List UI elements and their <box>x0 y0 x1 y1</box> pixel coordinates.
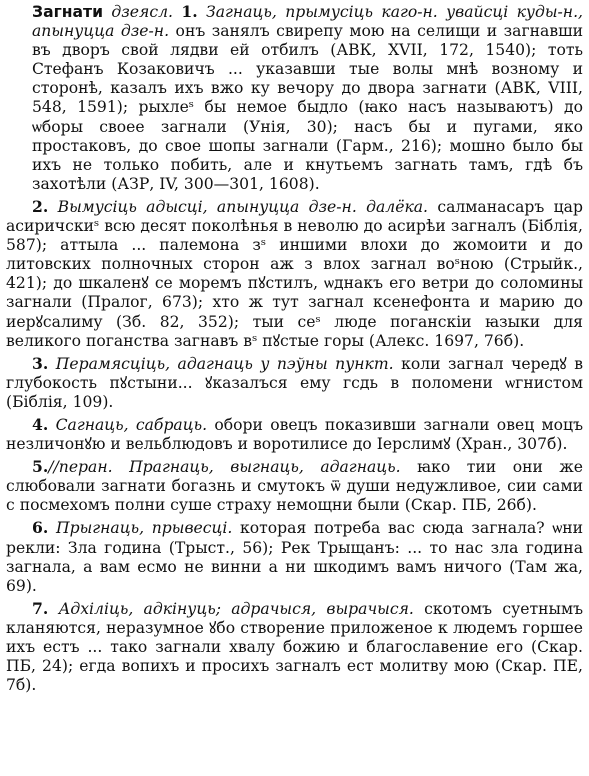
sense-examples: онъ занялъ свирепу мою на селищи и загнавши въ дворъ свой лядви ей отбилъ (АВК, XVII, 172, 1540); тоть Стефанъ Козаковичъ ... указавши тые волы мнѣ возному и сторонѣ, казалъ ихъ вжо ку вечору до двора загнати (АВК, VIII, 548, 1591); рыхлеˢ бы немое быдло (ꙗко насъ называютъ) до ѡборы своее загнали (Унія, 30); насъ бы и пугами, яко простаковъ, до свое шопы загнали (Гарм., 216); мошно было бы ихъ не только побить, але и кнутьемъ загнать тамъ, гдѣ бъ захотѣли (АЗР, IV, 300—301, 1608). <box>32 22 583 193</box>
dictionary-entry <box>6 2 583 698</box>
sense-examples: ꙗко тии они же слюбовали загнати богазнь и смутокъ ѿ души недужливое, сии сами с посмехомъ полни суше страху немощни были (Скар. ПБ, 26б). <box>6 458 583 515</box>
sense-gloss: Перамясціць, адагнаць у пэўны пункт. <box>55 354 394 373</box>
sense-examples: коли загнал чередꙋ в глубокость пꙋстыни... ꙋказалъся ему гсдь в поломени ѡгнистом (Біблія, 109). <box>6 354 583 411</box>
sense-number: 2. <box>32 196 49 216</box>
sense-1 <box>6 2 583 194</box>
sense-number: 4. <box>32 414 49 434</box>
sense-number: 6. <box>32 518 49 538</box>
sense-5 <box>6 457 583 515</box>
sense-3 <box>6 354 583 412</box>
sense-2 <box>6 197 583 351</box>
sense-examples: обори овецъ показивши загнали овец моцъ незличонꙋю и вельблюдовъ и воротилисе до Іерслимꙋ (Хран., 307б). <box>6 415 583 454</box>
sense-examples: салманасаръ цар асиричскиˢ всю десят поколѣнья в неволю до асирѣи загналъ (Біблія, 587); аттыла ... палемона зˢ иншими влохи до жомоити и до литовских полночных сторон аж з влох загнал воˢною (Стрыйк., 421); до шкаленꙋ се моремъ пꙋстилъ, ѡднакъ его ветри до соломины загнали (Пралог, 673); хто ж тут загнал ксенефонта и марию до иерꙋсалиму (Зб. 82, 352); тыи сеˢ люде поганскіи ꙗзыки для великого поганства загнавъ вˢ пꙋстые горы (Алекс. 1697, 76б). <box>6 197 583 350</box>
part-of-speech: дзеясл. <box>111 3 173 21</box>
sense-number: 7. <box>32 598 49 618</box>
sense-number: 3. <box>32 353 49 373</box>
headword: Загнати <box>32 3 104 21</box>
sense-examples: скотомъ суетнымъ кланяются, неразумное ꙋбо створение приложеное к людемъ горшее ихъ естъ ... тако загнали хвалу божию и благославение его (Скар. ПБ, 24); егда вопихъ и просихъ загналъ ест молитву мою (Скар. ПЕ, 7б). <box>6 599 583 695</box>
sense-4 <box>6 415 583 454</box>
sense-gloss: //перан. Прагнаць, выгнаць, адагнаць. <box>48 458 401 477</box>
sense-6 <box>6 518 583 595</box>
sense-gloss: Адхіліць, адкінуць; адрачыся, вырачыся. <box>58 599 414 618</box>
sense-number: 5. <box>32 457 49 477</box>
sense-gloss: Сагнаць, сабраць. <box>55 415 208 434</box>
sense-gloss: Загнаць, прымусіць каго-н. увайсці куды-н., апынуцца дзе-н. <box>32 3 583 41</box>
sense-7 <box>6 599 583 695</box>
sense-examples: которая потреба вас сюда загнала? ѡни рекли: Зла година (Трыст., 56); Рек Трыщанъ: ... то нас зла година загнала, а вам есмо не винни а ни шкодимъ вамъ ничого (Там жа, 69). <box>6 519 583 595</box>
sense-number: 1. <box>181 2 198 21</box>
sense-gloss: Вымусіць адысці, апынуцца дзе-н. далёка. <box>57 197 429 216</box>
sense-gloss: Прыгнаць, прывесці. <box>55 519 233 538</box>
